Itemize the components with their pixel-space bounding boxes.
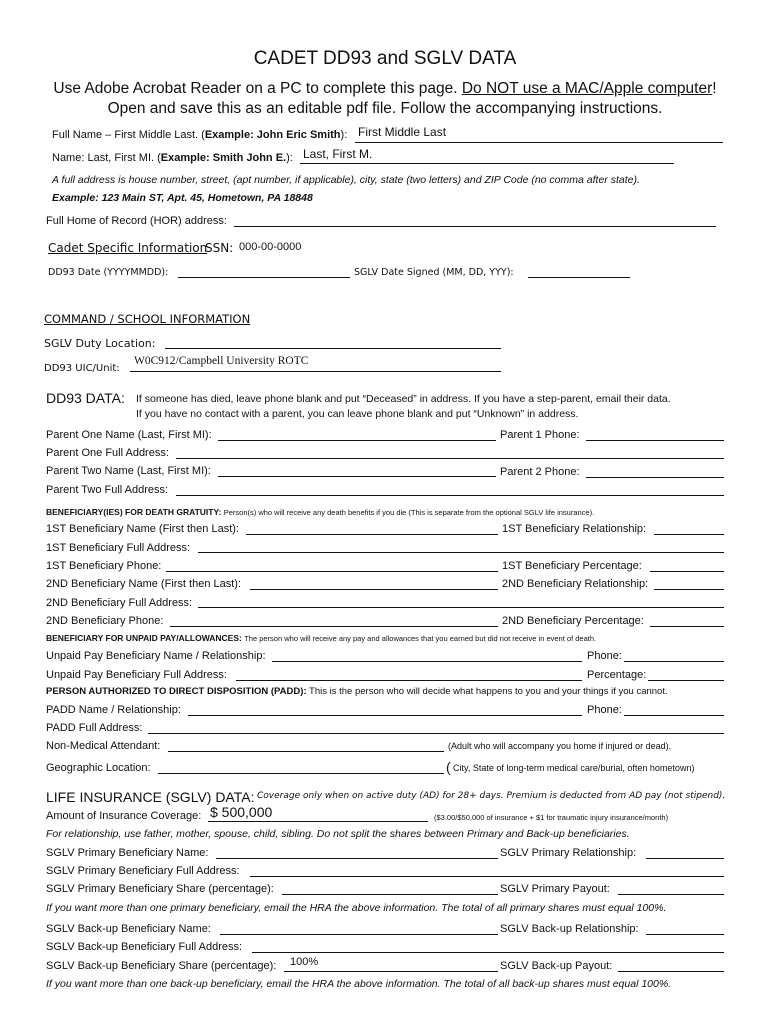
section-heading: BENEFICIARY(IES) FOR DEATH GRATUITY: [46,507,222,517]
padd-address-field[interactable] [148,733,724,734]
dd93-date-field[interactable] [178,277,350,278]
sglv-backup-payout-field[interactable] [618,971,724,972]
full-name-label [52,129,347,141]
section-note: The person who will receive any pay and allowances that you earned but did not receive in event of death. [244,634,597,643]
cadet-section-label: Cadet Specific Information [48,241,208,255]
b1-percentage-field[interactable] [650,571,724,572]
death-gratuity-header [46,507,594,517]
amount-field[interactable]: $ 500,000 [210,804,273,820]
sglv-primary-address-label: SGLV Primary Beneficiary Full Address: [46,865,240,877]
instruction-text: Use Adobe Acrobat Reader on a PC to complete this page. [53,80,462,97]
amount-note: ($3.00/$50,000 of insurance + $1 for traumatic injury insurance/month) [434,813,669,822]
sglv-heading-note: Coverage only when on active duty (AD) for 28+ days. Premium is deducted from AD pay (not stipend). [257,791,726,801]
sglv-primary-payout-field[interactable] [618,894,724,895]
b1-phone-label: 1ST Beneficiary Phone: [46,560,162,572]
dd93-uic-field[interactable]: W0C912/Campbell University ROTC [134,355,309,367]
b1-percentage-label: 1ST Beneficiary Percentage: [502,560,642,572]
sglv-backup-payout-label: SGLV Back-up Payout: [500,960,613,972]
b2-relationship-label: 2ND Beneficiary Relationship: [502,578,649,590]
dd93-date-label: DD93 Date (YYYYMMDD): [48,267,169,278]
section-note: This is the person who will decide what happens to you and your things if you cannot. [309,686,668,697]
primary-more-note: If you want more than one primary beneficiary, email the HRA the above information. The total of all primary shares must equal 100%. [46,902,667,914]
sglv-backup-relationship-field[interactable] [646,934,724,935]
b1-address-field[interactable] [198,552,724,553]
sglv-backup-share-label: SGLV Back-up Beneficiary Share (percentage): [46,960,277,972]
sglv-date-field[interactable] [528,277,630,278]
nma-field[interactable] [168,751,444,752]
padd-address-label: PADD Full Address: [46,722,143,734]
instruction-line-1 [0,80,770,98]
parent2-address-field[interactable] [176,495,724,496]
parent1-phone-label: Parent 1 Phone: [500,429,580,441]
parent1-address-label: Parent One Full Address: [46,447,169,459]
b1-relationship-field[interactable] [654,534,724,535]
sglv-backup-name-label: SGLV Back-up Beneficiary Name: [46,923,211,935]
unpaid-name-label: Unpaid Pay Beneficiary Name / Relationship: [46,650,266,662]
sglv-duty-field[interactable] [165,348,501,349]
section-note: Person(s) who will receive any death benefits if you die (This is separate from the optional SGLV life insurance). [223,508,595,517]
b2-address-field[interactable] [198,607,724,608]
hor-field[interactable] [234,226,716,227]
section-heading: BENEFICIARY FOR UNPAID PAY/ALLOWANCES: [46,633,242,643]
b2-phone-label: 2ND Beneficiary Phone: [46,615,164,627]
label-example: Example: Smith John E. [160,152,287,164]
sglv-backup-share-field[interactable]: 100% [290,956,319,968]
b1-address-label: 1ST Beneficiary Full Address: [46,542,191,554]
dd93-heading: DD93 DATA: [46,390,125,406]
sglv-backup-address-label: SGLV Back-up Beneficiary Full Address: [46,941,243,953]
section-heading: PERSON AUTHORIZED TO DIRECT DISPOSITION (PADD): [46,686,307,697]
sglv-primary-payout-label: SGLV Primary Payout: [500,883,610,895]
parent2-phone-label: Parent 2 Phone: [500,466,580,478]
sglv-primary-address-field[interactable] [250,876,724,877]
b2-name-field[interactable] [250,589,498,590]
amount-label: Amount of Insurance Coverage: [46,810,202,822]
unpaid-percentage-field[interactable] [648,680,724,681]
b2-percentage-field[interactable] [650,626,724,627]
parent1-address-field[interactable] [176,458,724,459]
b2-name-label: 2ND Beneficiary Name (First then Last): [46,578,242,590]
b2-address-label: 2ND Beneficiary Full Address: [46,597,193,609]
unpaid-address-field[interactable] [236,680,582,681]
dd93-uic-underline [130,371,501,372]
sglv-backup-relationship-label: SGLV Back-up Relationship: [500,923,639,935]
backup-more-note: If you want more than one back-up beneficiary, email the HRA the above information. The total of all back-up shares must equal 100%. [46,978,672,990]
parent2-name-label: Parent Two Name (Last, First MI): [46,465,211,477]
sglv-primary-relationship-field[interactable] [646,858,724,859]
sglv-heading: LIFE INSURANCE (SGLV) DATA: [46,789,255,805]
parent1-name-label: Parent One Name (Last, First MI): [46,429,212,441]
sglv-primary-relationship-label: SGLV Primary Relationship: [500,847,637,859]
label-example: Example: John Eric Smith [204,129,341,141]
name-label [52,152,293,164]
hor-label: Full Home of Record (HOR) address: [46,215,227,227]
sglv-backup-address-field[interactable] [252,952,724,953]
page-title: CADET DD93 and SGLV DATA [253,48,517,69]
padd-name-label: PADD Name / Relationship: [46,704,181,716]
label-text: ): [286,152,293,164]
unpaid-pay-header [46,633,596,643]
b2-percentage-label: 2ND Beneficiary Percentage: [502,615,644,627]
parent1-phone-field[interactable] [586,440,724,441]
parent2-phone-field[interactable] [586,477,724,478]
nma-label: Non-Medical Attendant: [46,740,161,752]
nma-note: (Adult who will accompany you home if injured or dead). [448,741,672,751]
b1-name-label: 1ST Beneficiary Name (First then Last): [46,523,239,535]
unpaid-address-label: Unpaid Pay Beneficiary Full Address: [46,669,227,681]
label-text: Full Name – First Middle Last. ( [52,129,205,141]
padd-name-field[interactable] [188,715,582,716]
sglv-duty-label: SGLV Duty Location: [44,337,156,350]
unpaid-name-field[interactable] [272,661,582,662]
geo-note: City, State of long-term medical care/burial, often hometown) [453,763,695,773]
address-example: Example: 123 Main ST, Apt. 45, Hometown, PA 18848 [52,192,313,204]
b1-phone-field[interactable] [166,571,498,572]
label-text: ): [340,129,348,141]
ssn-label: SSN: [205,241,234,255]
dd93-note-2: If you have no contact with a parent, you can leave phone blank and put “Unknown” in address. [136,408,579,420]
address-format-note: A full address is house number, street, (apt number, if applicable), city, state (two letters) and ZIP Code (no comma after state). [52,174,640,186]
sglv-backup-share-underline [284,971,498,972]
sglv-primary-share-field[interactable] [282,894,498,895]
geo-field[interactable] [158,773,444,774]
sglv-backup-name-field[interactable] [220,934,498,935]
unpaid-percentage-label: Percentage: [587,669,647,681]
parent2-address-label: Parent Two Full Address: [46,484,169,496]
dd93-note-1: If someone has died, leave phone blank and put “Deceased” in address. If you have a step-parent, email their data. [136,393,671,405]
unpaid-phone-label: Phone: [587,650,622,662]
mac-warning: Do NOT use a MAC/Apple computer [461,80,713,97]
padd-header [46,686,668,697]
sglv-primary-share-label: SGLV Primary Beneficiary Share (percentage): [46,883,274,895]
name-underline [300,163,674,164]
b2-relationship-field[interactable] [654,589,724,590]
ssn-field[interactable]: 000-00-0000 [239,241,302,253]
sglv-primary-name-field[interactable] [216,858,498,859]
geo-paren: ( [446,759,451,775]
b2-phone-field[interactable] [170,626,498,627]
parent2-name-field[interactable] [218,476,496,477]
full-name-field[interactable]: First Middle Last [358,125,447,139]
name-field[interactable]: Last, First M. [303,147,373,161]
amount-underline [208,821,428,822]
padd-phone-field[interactable] [624,715,724,716]
dd93-uic-label: DD93 UIC/Unit: [44,363,120,374]
b1-relationship-label: 1ST Beneficiary Relationship: [502,523,647,535]
label-text: Name: Last, First MI. ( [52,152,161,164]
instruction-line-2: Open and save this as an editable pdf file. Follow the accompanying instructions. [107,100,663,117]
sglv-primary-name-label: SGLV Primary Beneficiary Name: [46,847,209,859]
geo-label: Geographic Location: [46,762,151,774]
padd-phone-label: Phone: [587,704,622,716]
unpaid-phone-field[interactable] [624,661,724,662]
command-section-label: COMMAND / SCHOOL INFORMATION [44,312,251,326]
full-name-underline [355,142,723,143]
sglv-date-label: SGLV Date Signed (MM, DD, YYY): [354,267,514,278]
parent1-name-field[interactable] [218,440,496,441]
instruction-text: ! [712,80,717,97]
relationship-note: For relationship, use father, mother, spouse, child, sibling. Do not split the shares between Primary and Back-up beneficiaries. [46,828,630,840]
b1-name-field[interactable] [246,534,498,535]
